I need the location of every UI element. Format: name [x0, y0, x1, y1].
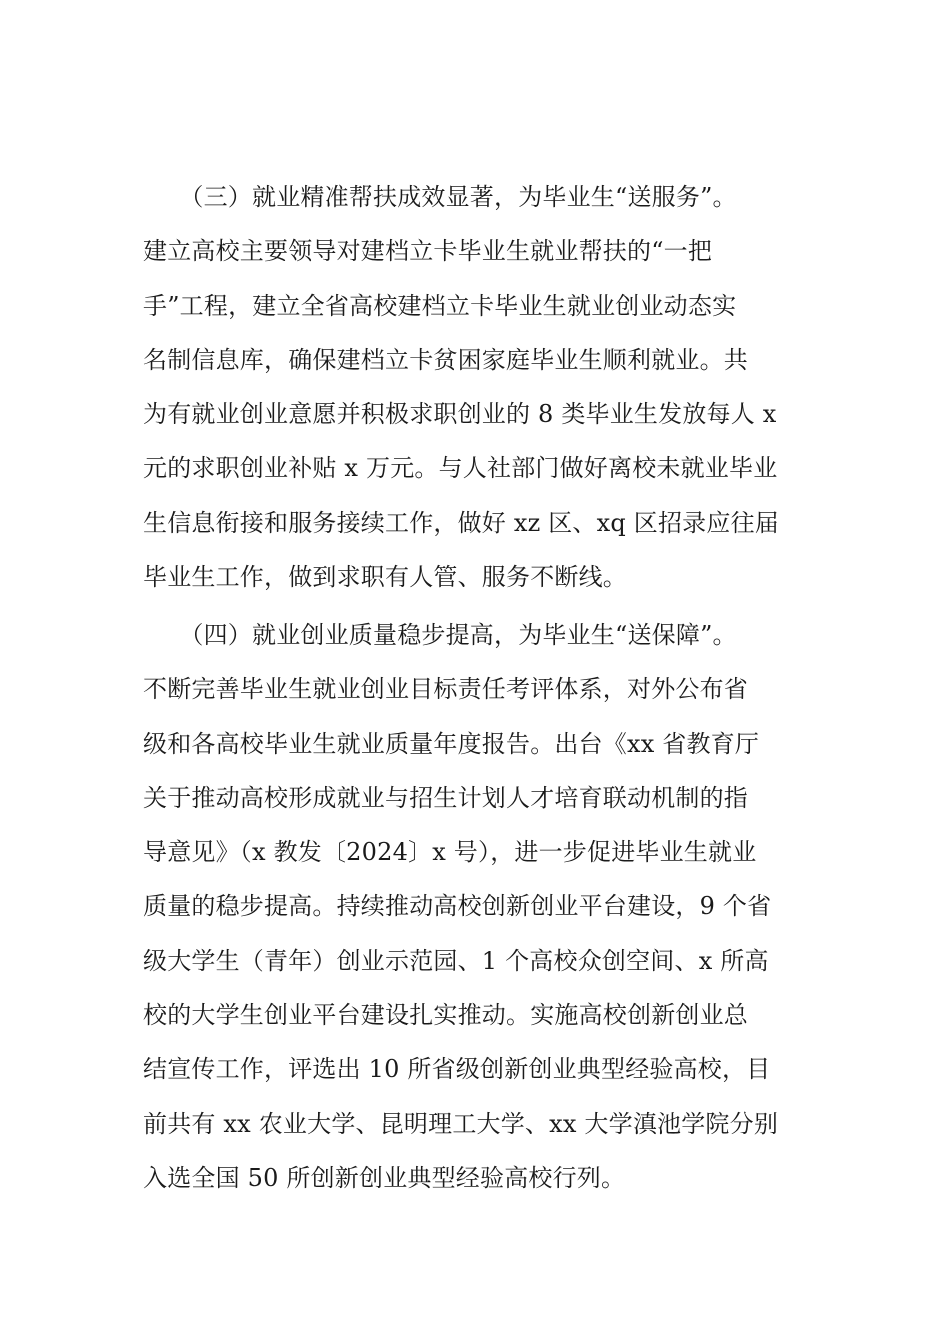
- text-line: 级和各高校毕业生就业质量年度报告。出台《xx 省教育厅: [143, 729, 760, 758]
- text-line: 不断完善毕业生就业创业目标责任考评体系，对外公布省: [143, 675, 748, 704]
- text-line: 级大学生（青年）创业示范园、1 个高校众创空间、x 所高: [143, 946, 769, 975]
- text-line: 关于推动高校形成就业与招生计划人才培育联动机制的指: [143, 783, 748, 812]
- text-line: 结宣传工作，评选出 10 所省级创新创业典型经验高校，目: [143, 1055, 771, 1084]
- paragraph-employment-quality: [143, 608, 823, 1205]
- text-line: 手”工程，建立全省高校建档立卡毕业生就业创业动态实: [143, 291, 737, 320]
- text-line: 名制信息库，确保建档立卡贫困家庭毕业生顺利就业。共: [143, 345, 748, 374]
- text-line: 为有就业创业意愿并积极求职创业的 8 类毕业生发放每人 x: [143, 400, 777, 429]
- text-line: 校的大学生创业平台建设扎实推动。实施高校创新创业总: [143, 1001, 748, 1030]
- text-line: 质量的稳步提高。持续推动高校创新创业平台建设，9 个省: [143, 892, 772, 921]
- text-line: 生信息衔接和服务接续工作，做好 xz 区、xq 区招录应往届: [143, 508, 779, 537]
- text-line: 元的求职创业补贴 x 万元。与人社部门做好离校未就业毕业: [143, 454, 778, 483]
- text-line: 建立高校主要领导对建档立卡毕业生就业帮扶的“一把: [143, 237, 713, 266]
- text-line: 导意见》（x 教发〔2024〕x 号），进一步促进毕业生就业: [143, 838, 757, 867]
- text-line: （四）就业创业质量稳步提高，为毕业生“送保障”。: [143, 621, 737, 649]
- text-line: 毕业生工作，做到求职有人管、服务不断线。: [143, 563, 627, 592]
- text-line: 前共有 xx 农业大学、昆明理工大学、xx 大学滇池学院分别: [143, 1109, 779, 1138]
- paragraph-employment-assistance: [143, 170, 823, 604]
- text-line: （三）就业精准帮扶成效显著，为毕业生“送服务”。: [143, 183, 737, 211]
- text-line: 入选全国 50 所创新创业典型经验高校行列。: [143, 1163, 626, 1192]
